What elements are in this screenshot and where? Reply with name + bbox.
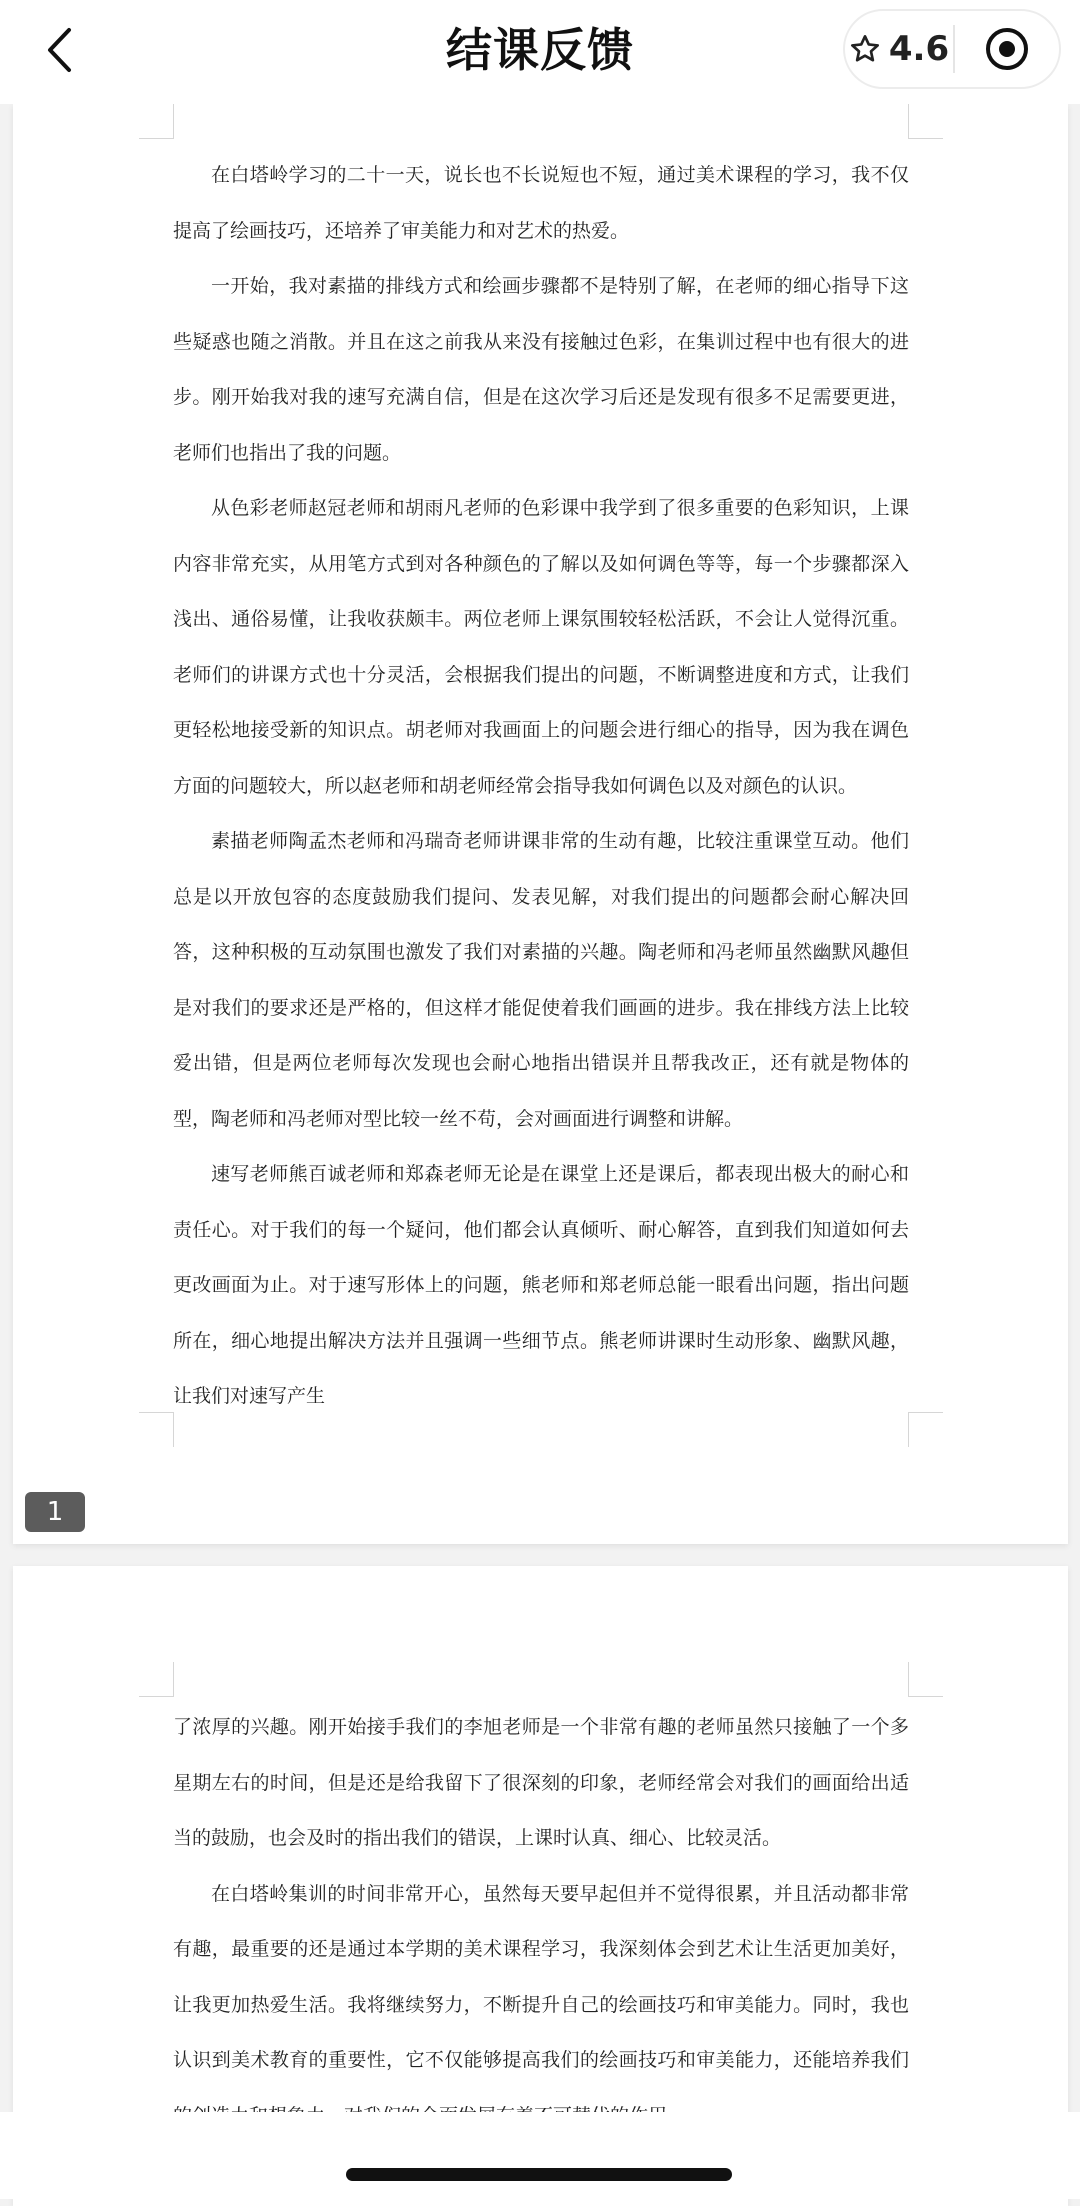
document-page-2[interactable] (13, 1566, 1068, 2206)
paragraph: 一开始，我对素描的排线方式和绘画步骤都不是特别了解，在老师的细心指导下这些疑惑也随之消散。并且在这之前我从来没有接触过色彩，在集训过程中也有很大的进步。刚开始我对我的速写充满自信，但是在这次学习后还是发现有很多不足需要更进，老师们也指出了我的问题。 (173, 275, 909, 464)
rating-button[interactable] (845, 11, 953, 87)
page-corner-mark (139, 1412, 174, 1447)
close-target-button[interactable] (955, 11, 1059, 87)
document-page-1[interactable] (13, 104, 1068, 1544)
page-2-text (173, 1700, 909, 2144)
star-icon (849, 33, 881, 65)
target-icon (984, 26, 1030, 72)
home-indicator[interactable] (346, 2168, 732, 2181)
paragraph: 在白塔岭学习的二十一天，说长也不长说短也不短，通过美术课程的学习，我不仅提高了绘画技巧，还培养了审美能力和对艺术的热爱。 (173, 164, 909, 242)
page-number-badge: 1 (25, 1492, 85, 1532)
capsule-menu (843, 9, 1061, 89)
paragraph: 了浓厚的兴趣。刚开始接手我们的李旭老师是一个非常有趣的老师虽然只接触了一个多星期左右的时间，但是还是给我留下了很深刻的印象，老师经常会对我们的画面给出适当的鼓励，也会及时的指出我们的错误，上课时认真、细心、比较灵活。 (173, 1716, 909, 1849)
top-navigation-bar (0, 0, 1080, 104)
bottom-safe-area (0, 2112, 1080, 2199)
paragraph: 从色彩老师赵冠老师和胡雨凡老师的色彩课中我学到了很多重要的色彩知识，上课内容非常充实，从用笔方式到对各种颜色的了解以及如何调色等等，每一个步骤都深入浅出、通俗易懂，让我收获颇丰。两位老师上课氛围较轻松活跃，不会让人觉得沉重。老师们的讲课方式也十分灵活，会根据我们提出的问题，不断调整进度和方式，让我们更轻松地接受新的知识点。胡老师对我画面上的问题会进行细心的指导，因为我在调色方面的问题较大，所以赵老师和胡老师经常会指导我如何调色以及对颜色的认识。 (173, 497, 909, 797)
page-title: 结课反馈 (446, 23, 634, 77)
paragraph: 素描老师陶孟杰老师和冯瑞奇老师讲课非常的生动有趣，比较注重课堂互动。他们总是以开放包容的态度鼓励我们提问、发表见解，对我们提出的问题都会耐心解决回答，这种积极的互动氛围也激发了我们对素描的兴趣。陶老师和冯老师虽然幽默风趣但是对我们的要求还是严格的，但这样才能促使着我们画画的进步。我在排线方法上比较爱出错，但是两位老师每次发现也会耐心地指出错误并且帮我改正，还有就是物体的型，陶老师和冯老师对型比较一丝不苟，会对画面进行调整和讲解。 (173, 830, 909, 1130)
page-corner-mark (908, 1412, 943, 1447)
page-corner-mark (139, 1662, 174, 1697)
rating-value: 4.6 (888, 29, 950, 69)
page-corner-mark (908, 1662, 943, 1697)
page-corner-mark (908, 104, 943, 139)
page-1-text (173, 148, 909, 1425)
paragraph: 速写老师熊百诚老师和郑森老师无论是在课堂上还是课后，都表现出极大的耐心和责任心。对于我们的每一个疑问，他们都会认真倾听、耐心解答，直到我们知道如何去更改画面为止。对于速写形体上的问题，熊老师和郑老师总能一眼看出问题，指出问题所在，细心地提出解决方法并且强调一些细节点。熊老师讲课时生动形象、幽默风趣，让我们对速写产生 (173, 1163, 909, 1407)
paragraph: 在白塔岭集训的时间非常开心，虽然每天要早起但并不觉得很累，并且活动都非常有趣，最重要的还是通过本学期的美术课程学习，我深刻体会到艺术让生活更加美好，让我更加热爱生活。我将继续努力，不断提升自己的绘画技巧和审美能力。同时，我也认识到美术教育的重要性，它不仅能够提高我们的绘画技巧和审美能力，还能培养我们 (173, 1882, 909, 2071)
page-corner-mark (139, 104, 174, 139)
